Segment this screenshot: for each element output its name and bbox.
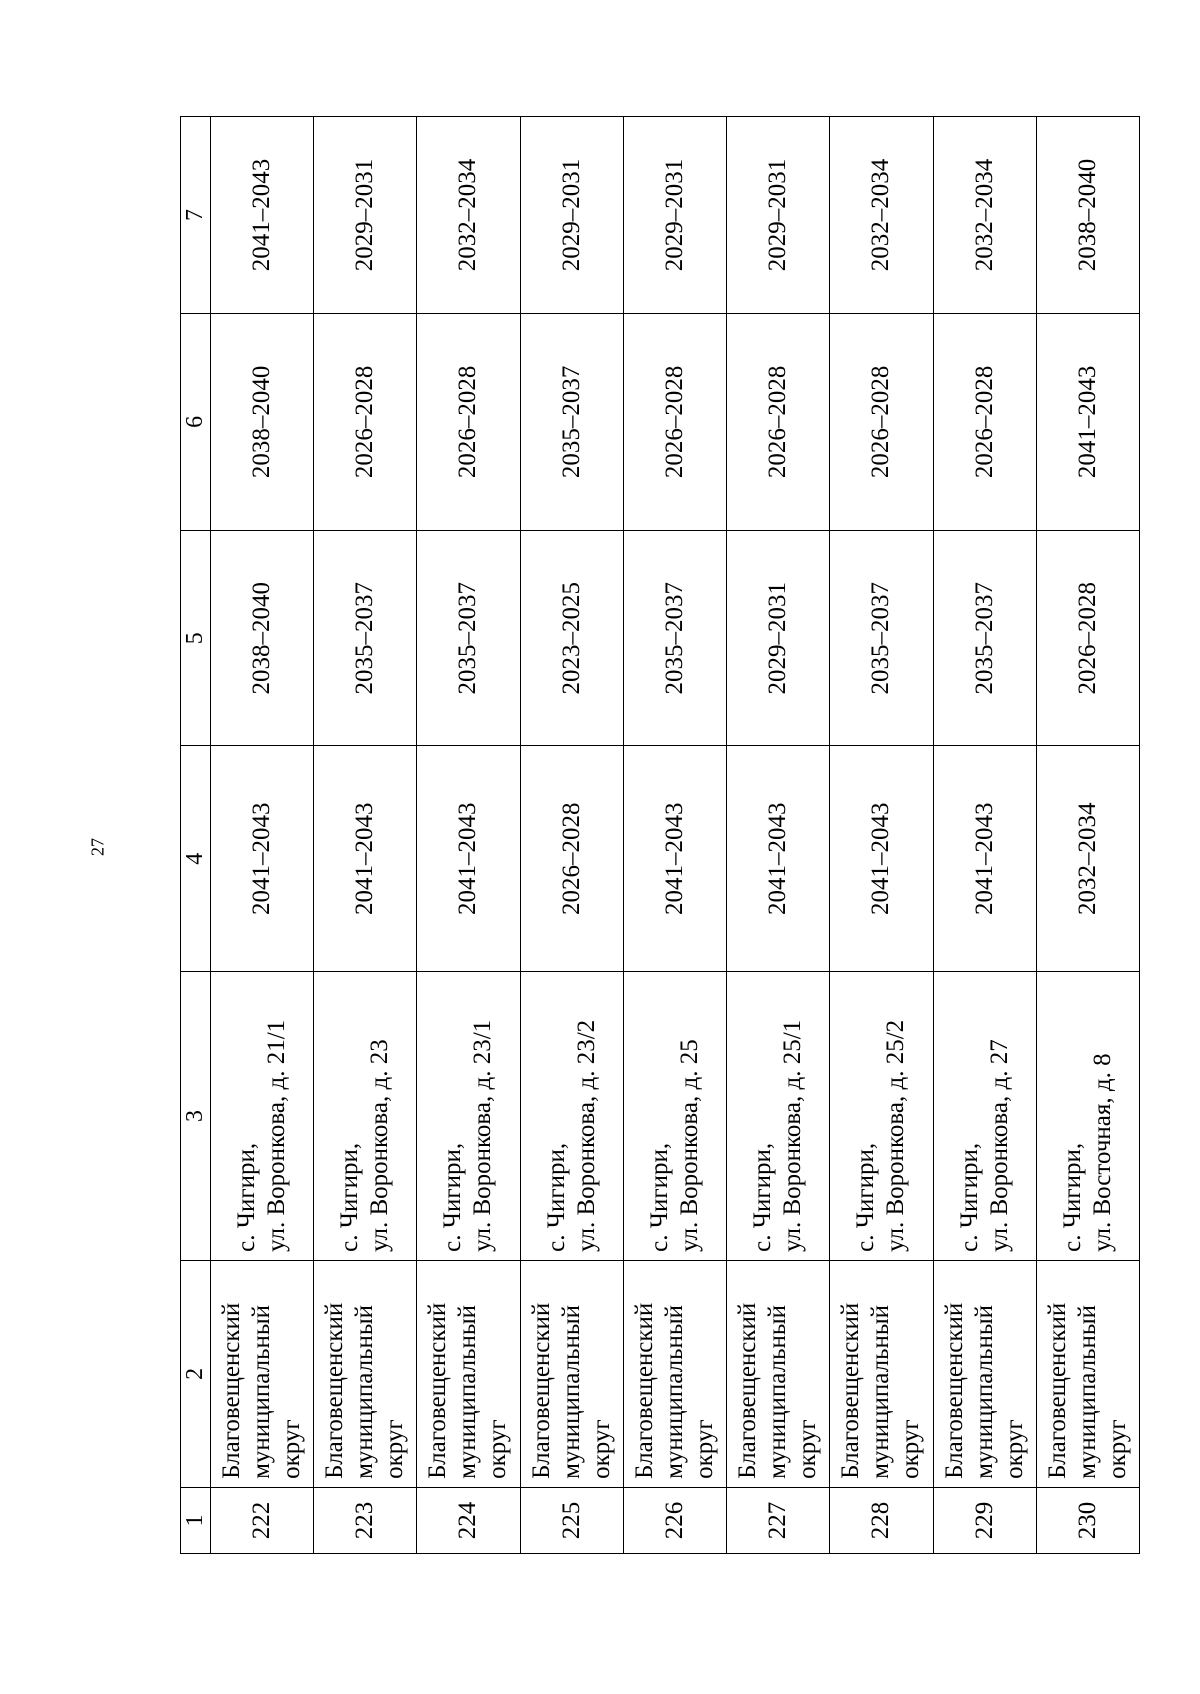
address-cell (623, 972, 726, 1261)
rotated-table-wrapper (180, 116, 1140, 1554)
period-cell-col4: 2041–2043 (830, 746, 933, 972)
column-index: 6 (181, 313, 211, 530)
address-line: ул. Воронкова, д. 23 (366, 1039, 394, 1252)
address-line: с. Чигири, (852, 1142, 880, 1252)
period-cell-col7: 2029–2031 (314, 117, 417, 314)
address-cell (314, 972, 417, 1261)
address-cell (933, 972, 1036, 1261)
address-line: ул. Восточная, д. 8 (1088, 1053, 1116, 1252)
district-cell (210, 1260, 313, 1487)
period-cell-col6: 2026–2028 (830, 313, 933, 530)
period-cell-col5: 2038–2040 (210, 530, 313, 746)
district-line: округ (277, 1419, 305, 1479)
period-cell-col5: 2035–2037 (933, 530, 1036, 746)
district-line: округ (1103, 1419, 1131, 1479)
district-line: Благовещенский (217, 1302, 245, 1479)
period-cell-col7: 2029–2031 (520, 117, 623, 314)
table-row (623, 117, 726, 1554)
period-cell-col7: 2032–2034 (933, 117, 1036, 314)
period-cell-col4: 2041–2043 (417, 746, 520, 972)
period-cell-col4: 2041–2043 (623, 746, 726, 972)
repair-schedule-table (180, 116, 1140, 1554)
district-line: Благовещенский (630, 1302, 658, 1479)
address-line: ул. Воронкова, д. 25/2 (882, 1019, 910, 1252)
period-cell-col4: 2041–2043 (727, 746, 830, 972)
column-index-row (181, 117, 211, 1554)
period-cell-col6: 2026–2028 (417, 313, 520, 530)
address-line: ул. Воронкова, д. 23/2 (572, 1019, 600, 1252)
district-cell (1036, 1260, 1139, 1487)
column-index: 5 (181, 530, 211, 746)
district-line: округ (897, 1419, 925, 1479)
table-row (417, 117, 520, 1554)
district-line: муниципальный (867, 1304, 895, 1479)
district-line: Благовещенский (527, 1302, 555, 1479)
column-index: 1 (181, 1487, 211, 1553)
address-line: ул. Воронкова, д. 21/1 (262, 1019, 290, 1252)
district-line: муниципальный (454, 1304, 482, 1479)
period-cell-col6: 2041–2043 (1036, 313, 1139, 530)
table-row (830, 117, 933, 1554)
address-cell (830, 972, 933, 1261)
district-cell (830, 1260, 933, 1487)
row-number-cell: 227 (727, 1487, 830, 1553)
district-line: муниципальный (970, 1304, 998, 1479)
column-index: 4 (181, 746, 211, 972)
address-cell (417, 972, 520, 1261)
period-cell-col5: 2023–2025 (520, 530, 623, 746)
row-number-cell: 226 (623, 1487, 726, 1553)
table-row (520, 117, 623, 1554)
address-line: с. Чигири, (955, 1142, 983, 1252)
district-line: округ (381, 1419, 409, 1479)
district-line: округ (690, 1419, 718, 1479)
period-cell-col6: 2026–2028 (314, 313, 417, 530)
address-cell (210, 972, 313, 1261)
district-line: Благовещенский (940, 1302, 968, 1479)
period-cell-col5: 2035–2037 (314, 530, 417, 746)
table-row (727, 117, 830, 1554)
period-cell-col4: 2026–2028 (520, 746, 623, 972)
district-line: муниципальный (557, 1304, 585, 1479)
period-cell-col5: 2029–2031 (727, 530, 830, 746)
period-cell-col4: 2041–2043 (210, 746, 313, 972)
period-cell-col5: 2026–2028 (1036, 530, 1139, 746)
period-cell-col7: 2032–2034 (417, 117, 520, 314)
period-cell-col7: 2038–2040 (1036, 117, 1139, 314)
address-line: ул. Воронкова, д. 25 (675, 1039, 703, 1252)
column-index: 2 (181, 1260, 211, 1487)
address-line: с. Чигири, (1058, 1142, 1086, 1252)
district-line: Благовещенский (837, 1302, 865, 1479)
address-line: с. Чигири, (542, 1142, 570, 1252)
district-line: муниципальный (1073, 1304, 1101, 1479)
address-cell (520, 972, 623, 1261)
district-line: Благовещенский (1043, 1302, 1071, 1479)
period-cell-col4: 2032–2034 (1036, 746, 1139, 972)
period-cell-col4: 2041–2043 (314, 746, 417, 972)
row-number-cell: 229 (933, 1487, 1036, 1553)
address-line: с. Чигири, (645, 1142, 673, 1252)
period-cell-col5: 2035–2037 (623, 530, 726, 746)
table-body (181, 117, 1140, 1554)
column-index: 3 (181, 972, 211, 1261)
table-row (1036, 117, 1139, 1554)
row-number-cell: 222 (210, 1487, 313, 1553)
address-line: с. Чигири, (749, 1142, 777, 1252)
address-line: ул. Воронкова, д. 27 (985, 1039, 1013, 1252)
period-cell-col6: 2026–2028 (727, 313, 830, 530)
district-line: округ (1000, 1419, 1028, 1479)
table-row (314, 117, 417, 1554)
period-cell-col5: 2035–2037 (417, 530, 520, 746)
address-cell (727, 972, 830, 1261)
row-number-cell: 224 (417, 1487, 520, 1553)
period-cell-col6: 2038–2040 (210, 313, 313, 530)
table-row (933, 117, 1036, 1554)
period-cell-col7: 2041–2043 (210, 117, 313, 314)
address-line: ул. Воронкова, д. 23/1 (469, 1019, 497, 1252)
district-cell (520, 1260, 623, 1487)
district-cell (417, 1260, 520, 1487)
address-line: ул. Воронкова, д. 25/1 (779, 1019, 807, 1252)
district-line: округ (794, 1419, 822, 1479)
district-line: округ (587, 1419, 615, 1479)
address-cell (1036, 972, 1139, 1261)
period-cell-col7: 2032–2034 (830, 117, 933, 314)
district-line: Благовещенский (424, 1302, 452, 1479)
district-cell (314, 1260, 417, 1487)
district-line: муниципальный (764, 1304, 792, 1479)
column-index: 7 (181, 117, 211, 314)
address-line: с. Чигири, (439, 1142, 467, 1252)
district-line: муниципальный (351, 1304, 379, 1479)
district-cell (623, 1260, 726, 1487)
address-line: с. Чигири, (232, 1142, 260, 1252)
address-line: с. Чигири, (336, 1142, 364, 1252)
row-number-cell: 230 (1036, 1487, 1139, 1553)
period-cell-col6: 2026–2028 (933, 313, 1036, 530)
period-cell-col7: 2029–2031 (623, 117, 726, 314)
district-cell (727, 1260, 830, 1487)
row-number-cell: 228 (830, 1487, 933, 1553)
period-cell-col4: 2041–2043 (933, 746, 1036, 972)
row-number-cell: 223 (314, 1487, 417, 1553)
district-line: округ (484, 1419, 512, 1479)
table-row (210, 117, 313, 1554)
district-line: муниципальный (660, 1304, 688, 1479)
district-cell (933, 1260, 1036, 1487)
period-cell-col6: 2035–2037 (520, 313, 623, 530)
page-number: 27 (87, 838, 108, 856)
period-cell-col5: 2035–2037 (830, 530, 933, 746)
period-cell-col7: 2029–2031 (727, 117, 830, 314)
district-line: муниципальный (247, 1304, 275, 1479)
row-number-cell: 225 (520, 1487, 623, 1553)
period-cell-col6: 2026–2028 (623, 313, 726, 530)
district-line: Благовещенский (734, 1302, 762, 1479)
district-line: Благовещенский (321, 1302, 349, 1479)
